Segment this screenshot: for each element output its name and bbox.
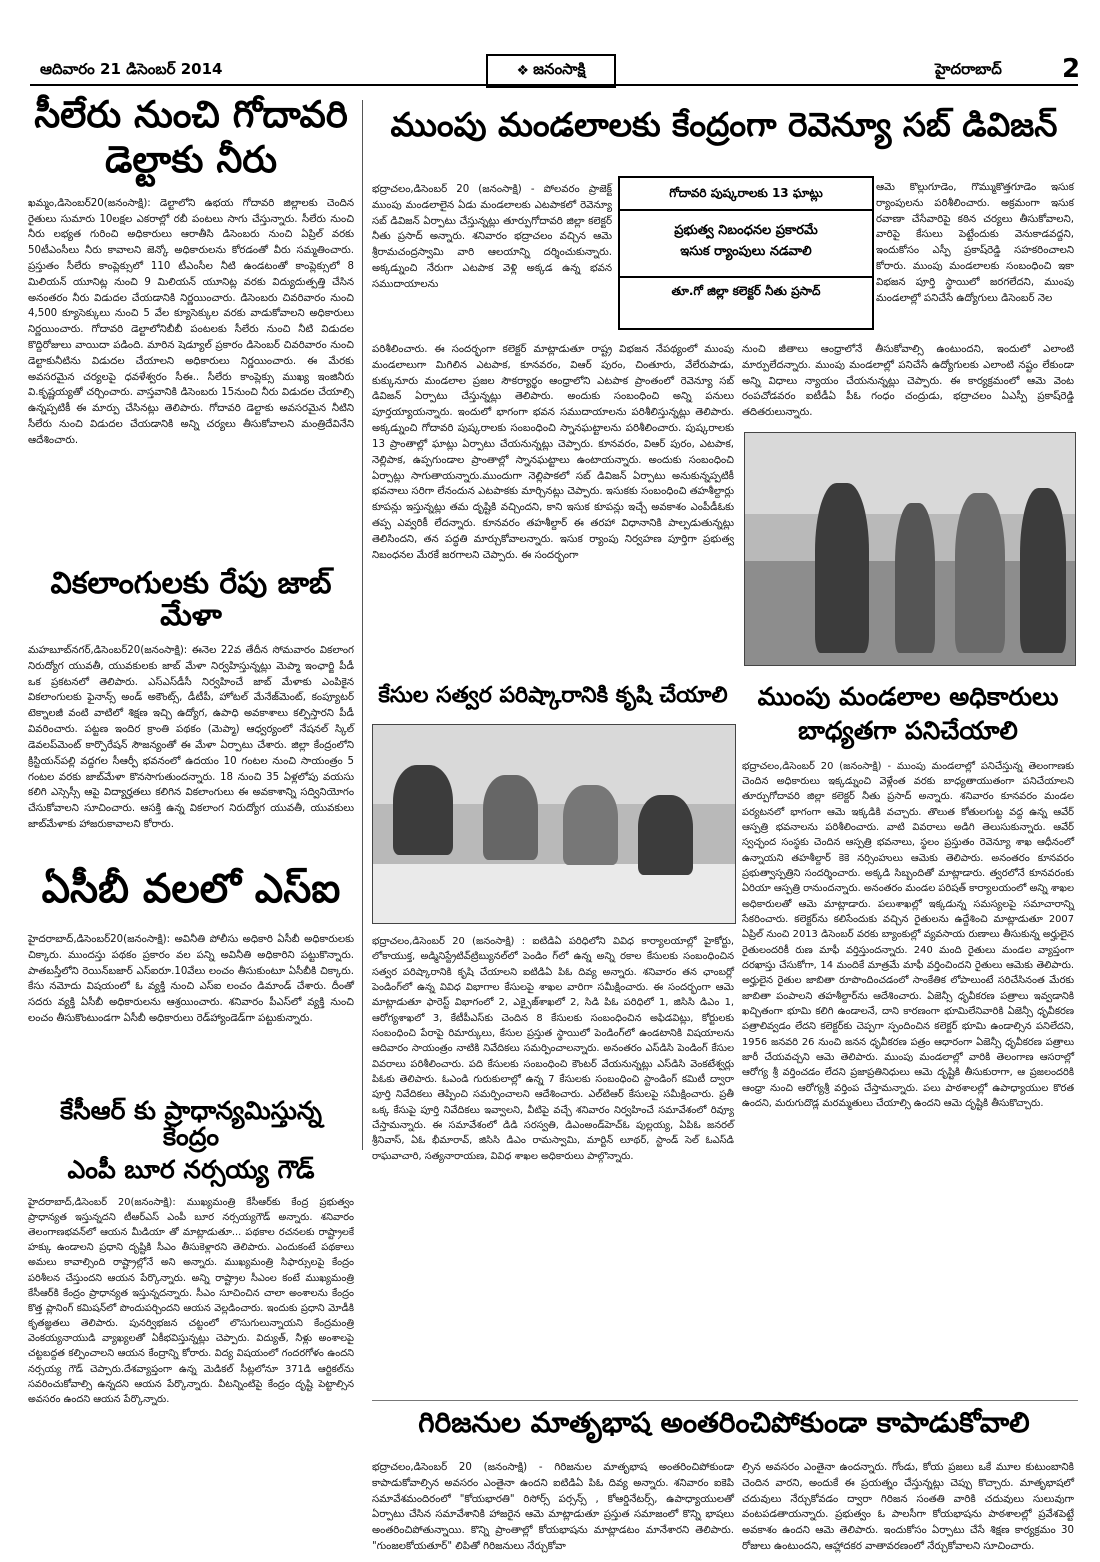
photo-figure [393,765,453,855]
headline: గిరిజనుల మాతృభాష అంతరించిపోకుండా కాపాడుకోవాలి [418,1406,1030,1439]
column-divider [362,100,363,1150]
headline: సీలేరు నుంచి గోదావరి [34,93,348,136]
tribal-body-col2: ల్సిన అవసరం ఎంతైనా ఉందన్నారు. గోండు, కోయ ప్రజలు ఒకే మూల కుటుంబానికి చెందిన వారని, అందుకే ఈ ప్రయత్నం చేస్తున్నట్లు చెప్పు కొచ్చారు. మాతృభాషలో చదువులు నేర్చుకోవడం ద్వారా గిరిజన సంతతి వారికి చదువులు సులువుగా వంటపడతాయన్నారు. ప్రభుత్వం ఓ పాలసీగా కోయభాషను పాఠశాలల్లో ప్రవేశపెట్టే అవకాశం ఉందని ఆమె తెలిపారు. ఇందుకోసం ఏర్పాటు చేసే శిక్షణ కార్యక్రమం 30 రోజులు ఉంటుందని, ఆహ్లాదకర వాతావరణంలో నేర్చుకోవాలని సూచించారు. [742,1462,1074,1553]
article-sileru [28,93,354,449]
photo-figure [483,775,538,860]
headline-line2: డెల్టాకు నీరు [104,137,278,181]
headline: ముంపు మండలాలకు కేంద్రంగా రెవెన్యూ సబ్ డివిజన్ [390,105,1058,144]
review-meeting-photo [372,724,736,924]
revenue-body-left: భద్రాచలం,డిసెంబర్ 20 (జనంసాక్షి) - పోలవరం ప్రాజెక్ట్ ముంపు మండలాలైన ఏడు మండలాలకు ఎటపాకలో రెవెన్యూ సబ్ డివిజన్ ఏర్పాటు చేస్తున్నట్లు తూర్పుగోదావరి జిల్లా కలెక్టర్ నీతు ప్రసాద్ అన్నారు. శనివారం భద్రాచలం వచ్చిన ఆమె శ్రీరామచంద్రస్వామి వారి ఆలయాన్ని దర్శించుకున్నారు. అక్కడ్నుంచి నేరుగా ఎటపాక వెళ్లి అక్కడ ఉన్న భవన సముదాయాలను [372,184,612,290]
headline-line2: బాధ్యతగా పనిచేయాలి [798,716,1018,746]
article-body: భద్రాచలం,డిసెంబర్ 20 (జనంసాక్షి) - ముంపు మండలాల్లో పనిచేస్తున్న తెలంగాణకు చెందిన అధికారులు ఇక్కడ్నుంచి వెళ్లేంత వరకు బాధ్యతాయుతంగా పనిచేయాలని తూర్పుగోదావరి జిల్లా కలెక్టర్ నీతు ప్రసాద్ అన్నారు. శనివారం కూనవరం మండల పర్యటనలో భాగంగా ఆమె ఇక్కడికి వచ్చారు. తొలుత కోతులగుట్ట వద్ద ఉన్న ఆవేర్ ఆస్పత్రి భవనాలను పరిశీలించారు. వాటి వివరాలు అడిగి తెలుసుకున్నారు. ఆవేర్ స్వచ్ఛంద సంస్థకు చెందిన ఆస్పత్రి భవనాలు, స్థలం ప్రస్తుతం రెవెన్యూ శాఖ ఆధీనంలో ఉన్నాయని తహశీల్దార్ కెకె నర్సింహులు ఆమెకు తెలిపారు. అనంతరం కూనవరం ప్రభుత్వాస్పత్రిని సందర్శించారు. అక్కడి సిబ్బందితో మాట్లాడారు. త్వరలోనే కూనవరంకు ఏరియా ఆస్పత్రి రానుందన్నారు. అనంతరం మండల పరిషత్ కార్యాలయంలో అన్ని శాఖల అధికారులతో ఆమె మాట్లాడారు. పలుశాఖల్లో ఇక్కడున్న సమస్యలపై సమాచారాన్ని సేకరించారు. కలెక్టర్‌ను కలిసేందుకు వచ్చిన రైతులను ఉద్దేశించి మాట్లాడుతూ 2007 ఏప్రిల్ నుంచి 2013 డిసెంబర్ వరకు బ్యాంకుల్లో వ్యవసాయ రుణాలు తీసుకున్న అర్హులైన రైతులందరికీ రుణ మాఫీ వర్తిస్తుందన్నారు. 240 మంది రైతులు మండల వ్యాప్తంగా దరఖాస్తు చేసుకోగా, 14 మందికే మాత్రమే మాఫీ వర్తించిందని రైతులు ఆమెకు తెలిపారు. అర్హులైన రైతుల జాబితా రూపొందించడంలో సాంకేతిక లోపాలుంటే సరిచేసినంత మేరకు జాబితా పంపాలని తహశీల్దార్‌ను ఆదేశించారు. ఏజెన్సీ ధృవీకరణ పత్రాలు ఇవ్వడానికి ఖచ్చితంగా భూమి కలిగి ఉండాలనే, దాని కారణంగా భూమిలేనివారికి ఏజెన్సీ ధృవీకరణ పత్రాలివ్వడం లేదని కలెక్టర్‌కు చెప్పగా స్పందించిన కలెక్టర్ భూమి ఉండాల్సిన పనిలేదని, 1956 జనవరి 26 నుంచి జనన ధృవీకరణ పత్రం ఆధారంగా ఏజెన్సీ ధృవీకరణ పత్రాలు జారీ చేయవచ్చని ఆమె తెలిపారు. ముంపు మండలాల్లో వారికి తెలంగాణ ఆసరాల్లో ఆరోగ్య శ్రీ వర్తించడం లేదని ప్రజాప్రతినిధులు ఆమె దృష్టికి తీసుకురాగా, ఆ ప్రజలందరికి ఆంధ్రా నుంచి ఆరోగ్యశ్రీ వర్తింప చేస్తామన్నారు. పలు పాఠశాలల్లో ఉపాధ్యాయుల కొరత ఉందని, మరుగుదొడ్ల మరమ్మతులు చేయాల్సి ఉందని ఆమె దృష్టికి తీసుకొచ్చారు. [742,760,1074,1110]
masthead-emblem-icon: ❖ [516,63,530,79]
issue-date: ఆదివారం 21 డిసెంబర్ 2014 [40,60,223,78]
article-kcr [28,1098,354,1407]
revenue-body-right: ఆమె కొల్లుగూడెం, గొమ్ముకొత్తగూడెం ఇసుక ర్యాంపులను పరిశీలించారు. అక్రమంగా ఇసుక రవాణా చేసేవారిపై కఠిన చర్యలు తీసుకోవాలని, వారిపై కేసులు పెట్టేందుకు వెనుకాడవద్దని, ఇందుకోసం ఎస్పీ ప్రకాష్‌రెడ్డి సహకరించాలని కోరారు. ముంపు మండలాలకు సంబంధించి ఇకా విభజన పూర్తి స్థాయిలో జరగలేదని, ముంపు మండలాల్లో పనిచేసే ఉద్యోగులు డిసెంబర్ నెల [876,182,1074,304]
article-body: ఖమ్మం,డిసెంబర్20(జనంసాక్షి): డెల్టాలోని ఉభయ గోదావరి జిల్లాలకు చెందిన రైతులు సుమారు 10లక్షల ఎకరాల్లో రబీ పంటలు సాగు చేస్తున్నారు. సీలేరు నుంచి నీరు లభ్యత గురించి అధికారులు ఆరాతీసి డిసెంబరు నుంచి ఏప్రిల్ వరకు 50టీఎంసీలు నీరు కావాలని జెన్కో అధికారులను కోరడంతో వీరు సమ్మతించారు. ప్రస్తుతం సీలేరు కాంప్లెక్సులో 110 టీఎంసీల నీటి ఉండటంతో కాంప్లెక్సులో 8 మిలియన్ యూనిట్ల నుంచి 9 మిలియన్ యూనిట్ల వరకు విద్యుదుత్పత్తి చేసిన అనంతరం నీరు విడుదల చేయడానికి నిర్ణయించారు. డిసెంబరు చివరివారం నుంచి 4,500 క్యూసెక్కులు నుంచి 5 వేల క్యూసెక్కుల వరకు వాడుకోవాలని అధికారులు నిర్ణయించారు. గోదావరి డెల్టాలోనిబీబీ పంటలకు సీలేరు నుంచి నీటి విడుదల కొద్దిరోజులు వాయిదా పడింది. మారిన షెడ్యూల్ ప్రకారం డిసెంబర్ చివరివారం నుంచి డెల్టాకునీటిను విడుదల చేయాలని అధికారులు నిర్ణయించారు. ఈ మేరకు అవసరమైన చర్యలపై ధవళేశ్వరం సీఈ.. సీలేరు కాంప్లెక్సు ముఖ్య ఇంజినీరు వి.కృష్ణయ్యతో చర్చించారు. వాస్తవానికి డిసెంబరు 15నుంచి నీరు విడుదల చేయాల్సి ఉన్నప్పటికీ ఈ మార్పు చేసినట్లు తెలిపారు. గోదావరి డెల్టాకు అవసరమైన నీటిని సీలేరు నుంచి విడుదల చేయడానికి అన్ని చర్యలు తీసుకోవాలని మంత్రిదేవినేని ఆదేశించారు. [28,197,354,446]
article-job-mela [28,568,354,833]
masthead-name: జనంసాక్షి [533,60,586,78]
article-body: హైదరాబాద్,డిసెంబర్20(జనంసాక్షి): అవినీతి పోలీసు అధికారి ఏసీబీ అధికారులకు చిక్కారు. ముందస్తు పథకం ప్రకారం వల పన్ని అవినీతి అధికారిని పట్టుకొన్నారు. పాతబస్తీలోని రెయిన్‌బజార్ ఎస్ఐరూ.10వేలు లంచం తీసుకుంటూ ఏసీబీకి చిక్కారు. కేసు నమోదు విషయంలో ఓ వ్యక్తి నుంచి ఎస్ఐ లంచం డిమాండ్ చేశారు. దీంతో సదరు వ్యక్తి ఏసీబీ అధికారులను ఆశ్రయించారు. శనివారం పీఎస్‌లో వ్యక్తి నుంచి లంచం తీసుకొంటుండగా ఏసీబీ అధికారులు రెడ్‌హ్యాండెడ్‌గా పట్టుకున్నారు. [28,934,354,1025]
article-revenue [372,105,1076,144]
revenue-body-tail: నుంచి జీతాలు ఆంధ్రాలోనే తీసుకోవాల్సి ఉంటుందని, ఇందులో ఎలాంటి మార్పులేదన్నారు. ముంపు మండలాల్లో పనిచేసే ఉద్యోగులకు ఎలాంటి నష్టం లేకుండా అన్ని విధాలు న్యాయం చేయనున్నట్లు చెప్పారు. ఈ కార్యక్రమంలో ఆమె వెంట రంపచోడవరం ఐటీడీఏ పీఓ గంధం చంద్రుడు, భద్రాచలం ఏఎస్పీ ప్రకాష్‌రెడ్డి తదితరులున్నారు. [742,344,1074,419]
photo-figure [1020,488,1066,653]
box-title: గోదావరి పుష్కరాలకు 13 ఘాట్లు [620,178,872,211]
edition-city: హైదరాబాద్ [935,60,1002,78]
photo-figure [638,795,693,875]
tribal-body-col1: భద్రాచలం,డిసెంబర్ 20 (జనంసాక్షి) - గిరిజనుల మాతృభాష అంతరించిపోకుండా కాపాడుకోవాల్సిన అవసరం ఎంతైనా ఉందని ఐటిడిఏ పిఓ దివ్య అన్నారు. శనివారం ఐకెపి సమావేశమందిరంలో "కోయభారతి" రిసోర్స్ పర్సన్స్ , కోఆర్డినేటర్స్, ఉపాధ్యాయులతో ఏర్పాటు చేసిన సమావేశానికి హాజరైన ఆమె మాట్లాడుతూ ప్రస్తుత సమాజంలో కొన్ని భాషలు అంతరించిపోతున్నాయి. కొన్ని ప్రాంతాల్లో కోయభాషను మాట్లాడటం మానేశారని తెలిపారు. "గుంజలకోయతూర్" లిపితో గిరిజనులు నేర్చుకోవా [372,1462,734,1553]
photo-figure [955,493,1005,653]
headline-line2: ఎంపీ బూర నర్సయ్య గౌడ్ [67,1154,315,1184]
box-line3: తూ.గో జిల్లా కలెక్టర్ నీతు ప్రసాద్ [620,276,872,301]
highlight-box [618,176,874,330]
article-officials [742,684,1074,1111]
collector-visit-photo [744,432,1076,666]
headline: కేసుల సత్వర పరిష్కారానికి కృషి చేయాలి [378,683,728,708]
photo-sky [745,433,1075,514]
header-rule [30,84,1078,86]
article-acb [28,868,354,1027]
page-number: 2 [1062,54,1081,84]
photo-figure [815,483,869,653]
headline: ఏసీబీ వలలో ఎస్ఐ [41,866,341,912]
section-rule [372,1400,1078,1401]
headline: ముంపు మండలాల అధికారులు [757,682,1059,711]
box-line1: ప్రభుత్వ నిబంధనల ప్రకారమే [674,223,818,238]
article-body: హైదరాబాద్,డిసెంబర్ 20(జనంసాక్షి): ముఖ్యమంత్రి కేసీఆర్‌కు కేంద్ర ప్రభుత్వం ప్రాధాన్యత ఇస్తున్నదని టీఆర్ఎస్ ఎంపీ బూర నర్సయ్యగౌడ్ అన్నారు. శనివారం తెలంగాణభవన్‌లో ఆయన మీడియా తో మాట్లాడుతూ... పథకాల రచనలకు రాష్ట్రాలకే హక్కు ఉండాలని ప్రధాని దృష్టికి సీఎం తీసుకెళ్లారని తెలిపారు. ఎందుకంటే పథకాలు అమలు కావాల్సింది రాష్ట్రాల్లోనే అని అన్నారు. ముఖ్యమంత్రి సిఫార్సులపై కేంద్రం పరిశీలన చేస్తుందని ఆయన పేర్కొన్నారు. అన్ని రాష్ట్రాల సీఎంల కంటే ముఖ్యమంత్రి కేసీఆర్‌కి కేంద్రం ప్రాధాన్యత ఇస్తున్నదన్నారు. సీఎం సూచించిన చాలా అంశాలను కేంద్రం కొత్త ప్లానింగ్ కమిషన్‌లో పొందుపర్చిందని ఆయన వెల్లడించారు. ఇందుకు ప్రధాని మోడీకి కృతజ్ఞతలు తెలిపారు. పునర్విభజన చట్టంలో లొసుగులున్నాయని కేంద్రమంత్రి వెంకయ్యనాయుడి వ్యాఖ్యలతో ఏకీభవిస్తున్నట్లు చెప్పారు. విద్యుత్, నీళ్లు అంశాలపై చట్టబద్దత కల్పించాలని ఆయన కేంద్రాన్ని కోరారు. విద్య విషయంలో గందరగోళం ఉందని నర్సయ్య గౌడ్ చెప్పారు.దేశవ్యాప్తంగా ఉన్న మెడికల్ సీట్లలోనూ 371డి ఆర్టికల్‌ను సవరించుకోవాల్సి ఉన్నదని ఆయన పేర్కొన్నారు. వీటన్నింటిపై కేంద్రం దృష్టి పెట్టాల్సిన అవసరం ఉందని ఆయన పేర్కొన్నారు. [28,1196,354,1405]
article-tribal [372,1408,1076,1437]
headline: వికలాంగులకు రేపు జాబ్ మేళా [50,566,332,633]
article-cases [372,684,734,707]
cases-body: భద్రాచలం,డిసెంబర్ 20 (జనంసాక్షి) : ఐటిడిఏ పరిధిలోని వివిధ కార్యాలయాల్లో హైకోర్టు, లోకాయుక్త, అడ్మినిస్ట్రేటివ్‌ట్రిబ్యునల్‌లో పెండిం గ్‌లో ఉన్న అన్ని రకాల కేసులకు సంబంధించిన సత్వర పరిష్కారానికి కృషి చేయాలని ఐటిడిఏ పిఓ దివ్య అన్నారు. శనివారం తన ఛాంబర్లో పెండింగ్‌లో ఉన్న వివిధ విభాగాల కేసులపై శాఖల వారిగా సమీక్షించారు. ఈ సందర్భంగా ఆమె మాట్లాడుతూ ఫారెస్ట్ విభాగంలో 2, ఎక్సైజ్‌శాఖలో 2, సిడి పిఓ పరిధిలో 1, జిసిసి డిఎం 1, ఆరోగ్యశాఖలో 3, కేటీపీఎస్‌కు చెందిన 8 కేసులకు సంబంధించిన అఫిడవిట్లు, కోర్టులకు సంబంధించి పేరాపై రిమార్కులు, కేసుల ప్రస్తుత స్థాయిలో పెండింగ్‌లో ఉండటానికి విషయాలను ఆదివారం సాయంత్రం నాటికి నివేదికలు సమర్పించాలన్నారు. అనంతరం ఎస్‌డిసి పెండింగ్ కేసుల వివరాలు పరిశీలించారు. పది కేసులకు సంబంధించి కౌంటర్ వేయనున్నట్లు ఎస్‌డిసి వెంకటేశ్వర్లు పిఓకు తెలిపారు. ఓఎండి గురుకులాల్లో ఉన్న 7 కేసులకు సంబంధించి స్టాండింగ్ కమిటీ ద్వారా పూర్తి నివేదికలు తెప్పించి సమర్పించాలని ఆదేశించారు. ఎల్‌టిఆర్ కేసులపై సమీక్షించారు. ప్రతీ ఒక్క కేసుపై పూర్తి నివేదికలు ఇవ్వాలని, వీటిపై వచ్చే శనివారం నిర్వహించే సమావేశంలో రివ్యూ చేస్తామన్నారు. ఈ సమావేశంలో డిడి సరస్వతి, డిఎంఅండ్‌హెచ్ఓ పుల్లయ్య, ఏపిఓ జనరల్ శ్రీనివాస్, ఏఓ భీమారావ్, జిసిసి డిఎం రామస్వామి, మార్టిన్ లూథర్, స్టాండ్ సెల్ ఓఎస్‌డి రాఘవాచారి, సత్యనారాయణ, వివిధ శాఖల అధికారులు పాల్గొన్నారు. [372,936,734,1162]
box-line2: ఇసుక ర్యాంపులు నడవాలి [680,244,812,259]
revenue-body-main: పరిశీలించారు. ఈ సందర్భంగా కలెక్టర్ మాట్లాడుతూ రాష్ట్ర విభజన నేపథ్యంలో ముంపు మండలాలుగా మిగిలిన ఎటపాక, కూనవరం, విఆర్ పురం, చింతూరు, వేలేరుపాడు, కుక్కునూరు మండలాల ప్రజల సౌకర్యార్థం ఆంధ్రాలోని ఎటపాక ప్రాంతంలో రెవెన్యూ సబ్ డివిజన్ ఏర్పాటు చేస్తున్నట్లు తెలిపారు. అందుకు సంబంధించి అన్ని పనులు పూర్తయ్యాయన్నారు. ఇందులో భాగంగా భవన సముదాయాలను పరిశీలిస్తున్నట్లు తెలిపారు. అక్కడ్నుంచి గోదావరి పుష్కరాలకు సంబంధించి స్నానఘట్టాలను పరిశీలించారు. పుష్కరాలకు 13 ప్రాంతాల్లో ఘాట్లు ఏర్పాటు చేయనున్నట్లు చెప్పారు. కూనవరం, విఆర్ పురం, ఎటపాక, నెల్లిపాక, ఉప్పగుండాల ప్రాంతాల్లో స్నానఘట్టాలు ఉంటాయన్నారు. అందుకు సంబంధించి ఏర్పాట్లు సాగుతాయన్నారు.ముందుగా నెల్లిపాకలో సబ్ డివిజన్ ఏర్పాటు అనుకున్నప్పటికీ భవనాలు సరిగా లేనందున ఎటపాకకు మార్చినట్లు చెప్పారు. ఇసుకకు సంబంధించి తహశీల్దార్లు కూపన్లు ఇస్తున్నట్లు తమ దృష్టికి వచ్చిందని, కాని ఇసుక కూపన్లు ఇచ్చే అవకాశం ఎంపీడీఓకు తప్ప ఎవ్వరికీ లేదన్నారు. కూనవరం తహశీల్దార్ ఈ తరహా విధానానికి పాల్పడుతున్నట్లు తెలిసిందని, తన పద్ధతి మార్చుకోవాలన్నారు. ఇసుక ర్యాంపు నిర్వహణ పూర్తిగా ప్రభుత్వ నిబంధనల మేరకే జరగాలని చెప్పారు. ఈ సందర్భంగా [372,344,734,561]
headline: కేసీఆర్ కు ప్రాధాన్యమిస్తున్న కేంద్రం [60,1096,322,1152]
photo-figure [895,503,935,653]
masthead-logo [486,54,616,88]
article-body: మహబూబ్‌నగర్,డిసెంబర్20(జనంసాక్షి): ఈనెల 22వ తేదీన సోమవారం వికలాంగ నిరుద్యోగ యువతీ, యువకులకు జాబ్ మేళా నిర్వహిస్తున్నట్లు మెప్మా ఇంఛార్జి పీడీ ఒక ప్రకటనలో తెలిపారు. ఎస్ఎస్‌డీసీ నిర్వహించే జాబ్ మేళాకు ఎంపికైన వికలాంగులకు ఫైనాన్స్ అండ్ అకౌంట్స్, డీటీపీ, హోటల్ మేనేజ్‌మెంట్, కంప్యూటర్ టెక్నాలజీ వంటి వాటిలో శిక్షణ ఇచ్చి ఉద్యోగ, ఉపాధి అవకాశాలు కల్పిస్తారని పీడీ వివరించారు. పట్టణ ఇందిర క్రాంతి పథకం (మెప్మా) ఆధ్వర్యంలో నేషనల్ స్కిల్ డెవలప్‌మెంట్ కార్పొరేషన్ సౌజన్యంతో ఈ మేళా ఏర్పాటు చేశారు. జిల్లా కేంద్రంలోని క్రిస్టియన్‌పల్లి వద్దగల సీఆర్పీ భవనంలో ఉదయం 10 గంటల నుంచి సాయంత్రం 5 గంటల వరకు జాబ్‌మేళా కొనసాగుతుందన్నారు. 18 నుంచి 35 ఏళ్లలోపు వయసు కలిగి ఎస్సెస్సీ ఆపై విద్యార్హతలు కలిగిన వికలాంగులు ఈ అవకాశాన్ని సద్వినియోగం చేసుకోవాలని సూచించారు. ఆసక్తి ఉన్న వికలాంగ నిరుద్యోగ యువతీ, యువకులు జాబ్‌మేళాకు హాజరుకావాలని కోరారు. [28,645,354,830]
photo-figure [563,785,618,865]
